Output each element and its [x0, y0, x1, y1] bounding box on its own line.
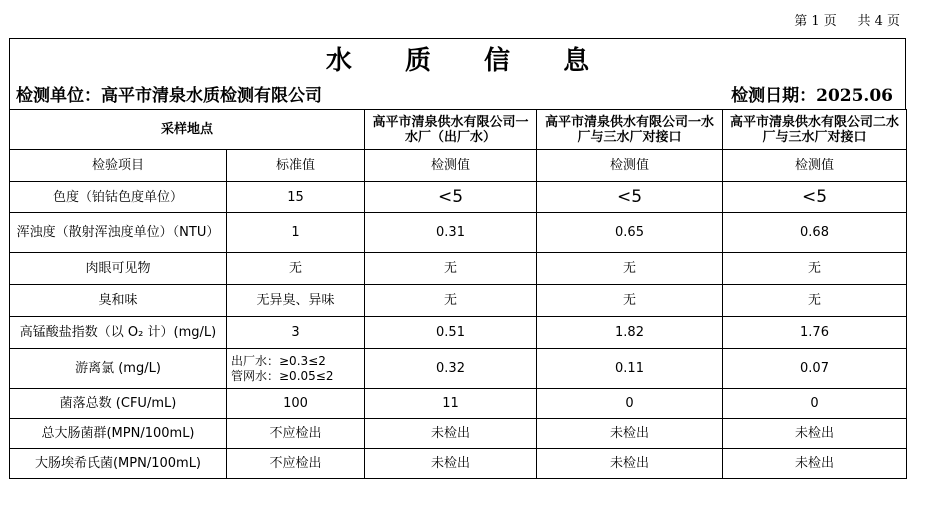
standard-cell: 无异臭、异味	[227, 285, 365, 317]
table-row	[10, 285, 907, 317]
meta-row	[9, 77, 906, 109]
inspection-date: 检测日期：2025.06	[731, 85, 893, 106]
value-cell: 1.82	[537, 317, 723, 349]
title-row	[9, 38, 906, 77]
item-cell: 菌落总数 (CFU/mL)	[10, 389, 227, 419]
item-cell: 浑浊度（散射浑浊度单位）（NTU）	[10, 213, 227, 253]
column-header-row	[10, 150, 907, 182]
col-header-item: 检验项目	[10, 150, 227, 182]
value-cell: 未检出	[537, 449, 723, 479]
standard-cell: 3	[227, 317, 365, 349]
col-header-value-3: 检测值	[723, 150, 907, 182]
value-cell: <5	[365, 182, 537, 213]
table-row	[10, 253, 907, 285]
value-cell: 无	[537, 253, 723, 285]
table-row	[10, 182, 907, 213]
site-label: 采样地点	[10, 110, 365, 150]
standard-cell: 100	[227, 389, 365, 419]
value-cell: 无	[365, 253, 537, 285]
value-cell: 无	[723, 285, 907, 317]
standard-cell	[227, 349, 365, 389]
value-cell: 0.07	[723, 349, 907, 389]
standard-factory-water: 出厂水：≥0.3≤2	[231, 353, 326, 368]
value-cell: 11	[365, 389, 537, 419]
table-row	[10, 317, 907, 349]
value-cell: 0.32	[365, 349, 537, 389]
water-quality-table	[9, 109, 907, 479]
table-row	[10, 213, 907, 253]
value-cell: 未检出	[723, 449, 907, 479]
value-cell: 未检出	[723, 419, 907, 449]
value-cell: 无	[723, 253, 907, 285]
standard-cell: 15	[227, 182, 365, 213]
value-cell: 未检出	[537, 419, 723, 449]
value-cell: <5	[537, 182, 723, 213]
standard-network-water: 管网水：≥0.05≤2	[231, 368, 334, 383]
value-cell: <5	[723, 182, 907, 213]
item-cell: 总大肠菌群(MPN/100mL)	[10, 419, 227, 449]
table-row	[10, 389, 907, 419]
water-quality-document	[9, 38, 906, 479]
site-header-1: 高平市清泉供水有限公司一水厂（出厂水）	[365, 110, 537, 150]
value-cell: 0.65	[537, 213, 723, 253]
value-cell: 0.31	[365, 213, 537, 253]
col-header-standard: 标准值	[227, 150, 365, 182]
table-row	[10, 449, 907, 479]
site-header-row	[10, 110, 907, 150]
item-cell: 高锰酸盐指数（以 O₂ 计）(mg/L)	[10, 317, 227, 349]
site-header-3: 高平市清泉供水有限公司二水厂与三水厂对接口	[723, 110, 907, 150]
col-header-value-2: 检测值	[537, 150, 723, 182]
standard-cell: 1	[227, 213, 365, 253]
value-cell: 0.68	[723, 213, 907, 253]
value-cell: 0.51	[365, 317, 537, 349]
standard-cell: 无	[227, 253, 365, 285]
item-cell: 色度（铂钴色度单位）	[10, 182, 227, 213]
item-cell: 肉眼可见物	[10, 253, 227, 285]
item-cell: 游离氯 (mg/L)	[10, 349, 227, 389]
standard-cell: 不应检出	[227, 419, 365, 449]
item-cell: 大肠埃希氏菌(MPN/100mL)	[10, 449, 227, 479]
value-cell: 1.76	[723, 317, 907, 349]
table-row	[10, 419, 907, 449]
value-cell: 0.11	[537, 349, 723, 389]
page-number: 第 1 页 共 4 页	[794, 14, 900, 29]
inspection-unit: 检测单位：高平市清泉水质检测有限公司	[16, 85, 322, 106]
value-cell: 无	[537, 285, 723, 317]
value-cell: 无	[365, 285, 537, 317]
standard-cell: 不应检出	[227, 449, 365, 479]
col-header-value-1: 检测值	[365, 150, 537, 182]
site-header-2: 高平市清泉供水有限公司一水厂与三水厂对接口	[537, 110, 723, 150]
value-cell: 0	[723, 389, 907, 419]
document-title: 水 质 信 息	[325, 45, 612, 76]
item-cell: 臭和味	[10, 285, 227, 317]
value-cell: 未检出	[365, 419, 537, 449]
table-row	[10, 349, 907, 389]
value-cell: 0	[537, 389, 723, 419]
value-cell: 未检出	[365, 449, 537, 479]
